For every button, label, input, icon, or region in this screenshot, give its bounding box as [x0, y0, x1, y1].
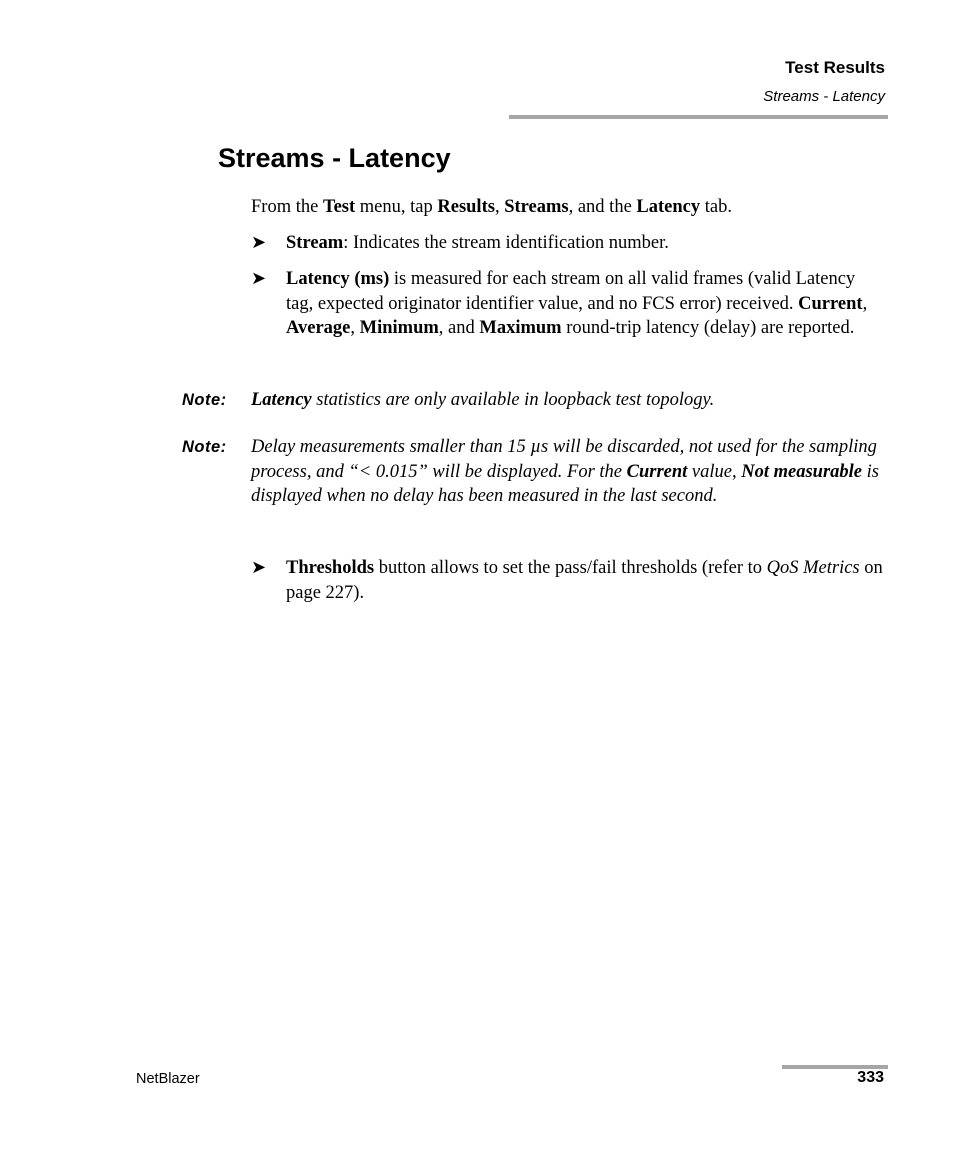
- page-number: 333: [857, 1069, 884, 1086]
- header-subtitle: Streams - Latency: [763, 88, 885, 105]
- results-term: Results: [437, 197, 495, 217]
- list-item-stream: ➤ Stream: Indicates the stream identification number.: [251, 231, 891, 256]
- header-rule: [509, 115, 888, 119]
- intro-paragraph: From the Test menu, tap Results, Streams, and the Latency tab.: [251, 197, 732, 217]
- note-label: Note:: [182, 438, 227, 456]
- note-loopback: Note: Latency statistics are only available in loopback test topology.: [182, 388, 892, 413]
- bullet-arrow-icon: ➤: [251, 268, 267, 289]
- header-title: Test Results: [785, 58, 885, 77]
- qos-metrics-link[interactable]: QoS Metrics: [766, 558, 860, 578]
- bullet-arrow-icon: ➤: [251, 232, 267, 253]
- test-menu-term: Test: [322, 197, 356, 217]
- list-item-latency: ➤ Latency (ms) is measured for each stream on all valid frames (valid Latency tag, expected originator identifier value, and no FCS error) received. Current, Average, Minimum, and Maximum round-trip latency (delay) are reported.: [251, 268, 868, 338]
- list-item-thresholds: ➤ Thresholds button allows to set the pass/fail thresholds (refer to QoS Metrics on page 227).: [251, 557, 883, 603]
- footer-product: NetBlazer: [136, 1071, 200, 1087]
- note-delay: Note: Delay measurements smaller than 15 µs will be discarded, not used for the sampling process, and “< 0.015” will be displayed. For the Current value, Not measurable is displayed when no delay has been measured in the last second.: [182, 437, 879, 506]
- note-label: Note:: [182, 391, 227, 409]
- streams-term: Streams: [504, 197, 569, 217]
- latency-tab-term: Latency: [636, 197, 701, 217]
- page-title: Streams - Latency: [218, 143, 451, 173]
- bullet-arrow-icon: ➤: [251, 557, 267, 578]
